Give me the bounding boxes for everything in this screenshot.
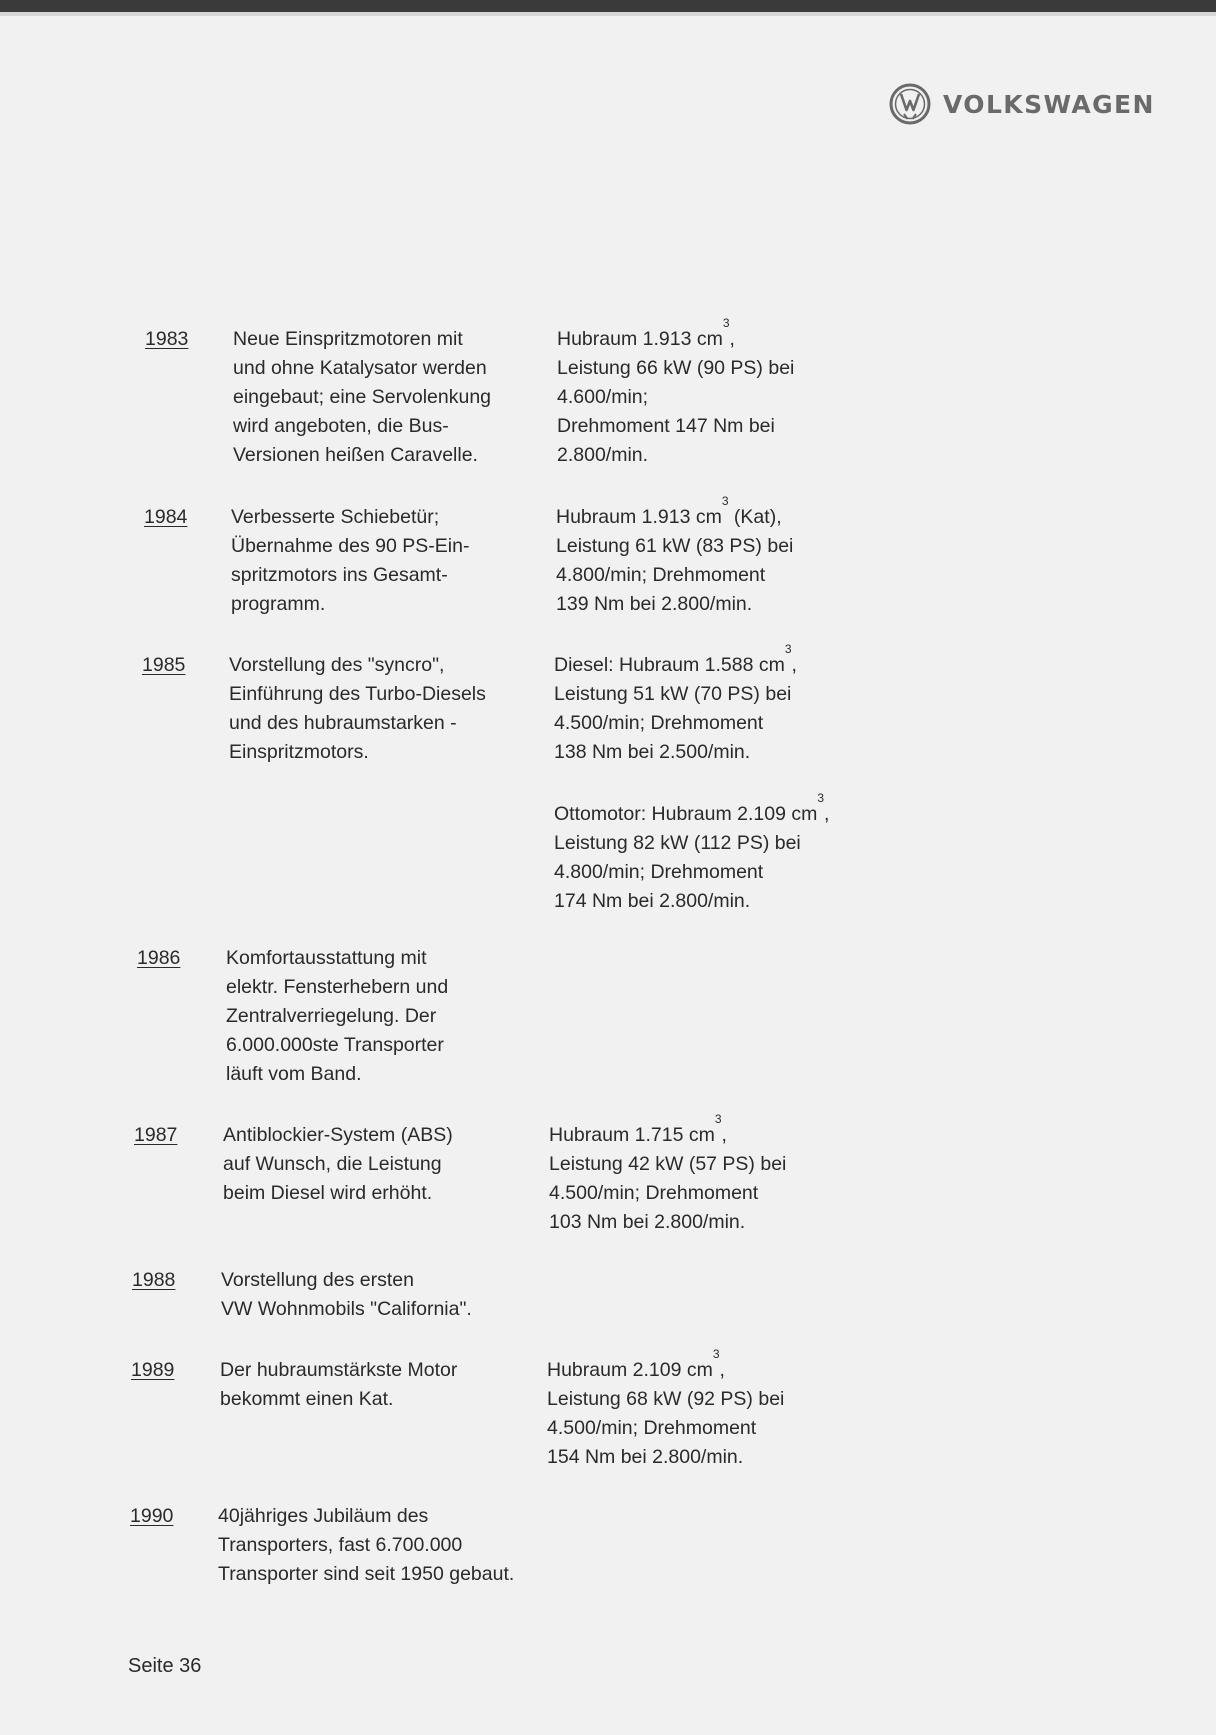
spec-text: 4.600/min; [557, 386, 649, 408]
spec-line [556, 494, 793, 532]
spec-line [554, 887, 829, 916]
spec-text: 174 Nm bei 2.800/min. [554, 890, 751, 912]
spec-text: Hubraum 2.109 cm [547, 1359, 713, 1381]
spec-text: (Kat), [728, 506, 782, 528]
spec-text: Ottomotor: Hubraum 2.109 cm [554, 803, 818, 825]
spec-text: 4.500/min; Drehmoment [547, 1417, 757, 1439]
description-line: bekommt einen Kat. [220, 1388, 394, 1410]
spec-superscript: 3 [817, 791, 825, 805]
entry-specs [547, 1347, 785, 1472]
spec-text: , [719, 1359, 725, 1381]
spec-line [547, 1347, 784, 1385]
brand-name: VOLKSWAGEN [943, 89, 1155, 119]
scan-top-edge [0, 0, 1230, 12]
entry-description [220, 1356, 457, 1414]
spec-text: Leistung 68 kW (92 PS) bei [547, 1388, 785, 1410]
description-line: Antiblockier-System (ABS) [223, 1124, 453, 1146]
spec-text: Leistung 42 kW (57 PS) bei [549, 1153, 787, 1175]
description-line: 6.000.000ste Transporter [226, 1034, 444, 1056]
spec-line [557, 316, 794, 354]
entry-specs [554, 642, 797, 767]
spec-superscript: 3 [712, 1347, 720, 1361]
description-line: Transporters, fast 6.700.000 [218, 1534, 463, 1556]
description-line: und ohne Katalysator werden [233, 357, 487, 379]
description-line: VW Wohnmobils "California". [221, 1298, 472, 1320]
entry-specs [557, 316, 795, 470]
spec-text: 4.500/min; Drehmoment [549, 1182, 759, 1204]
spec-text: , [791, 654, 797, 676]
entry-specs [554, 791, 830, 916]
description-line: elektr. Fensterhebern und [226, 976, 449, 998]
spec-text: 139 Nm bei 2.800/min. [556, 593, 753, 615]
spec-line [547, 1414, 784, 1443]
spec-line [557, 441, 794, 470]
spec-line [547, 1385, 784, 1414]
description-line: spritzmotors ins Gesamt- [231, 564, 448, 586]
description-line: Vorstellung des "syncro", [229, 654, 445, 676]
entry-description [229, 651, 486, 767]
spec-superscript: 3 [714, 1112, 722, 1126]
spec-text: Hubraum 1.913 cm [556, 506, 722, 528]
spec-text: 4.800/min; Drehmoment [556, 564, 766, 586]
scan-right-edge [1216, 0, 1230, 1735]
entry-description [218, 1502, 514, 1589]
spec-text: Leistung 82 kW (112 PS) bei [554, 832, 801, 854]
description-line: eingebaut; eine Servolenkung [233, 386, 492, 408]
spec-text: , [721, 1124, 727, 1146]
description-line: Einführung des Turbo-Diesels [229, 683, 486, 705]
spec-superscript: 3 [722, 316, 730, 330]
spec-line [556, 590, 793, 619]
spec-line [554, 709, 797, 738]
entry-year: 1988 [132, 1269, 176, 1291]
spec-line [557, 412, 794, 441]
description-line: Versionen heißen Caravelle. [233, 444, 478, 466]
entry-year: 1985 [142, 654, 186, 676]
entry-year: 1989 [131, 1359, 175, 1381]
entry-year: 1987 [134, 1124, 178, 1146]
entry-year: 1986 [137, 947, 181, 969]
spec-text: Hubraum 1.913 cm [557, 328, 723, 350]
description-line: Einspritzmotors. [229, 741, 369, 763]
page-number: Seite 36 [128, 1655, 202, 1677]
entry-year: 1983 [145, 328, 189, 350]
vw-logo-icon [889, 83, 931, 125]
spec-text: Leistung 61 kW (83 PS) bei [556, 535, 794, 557]
entry-description [226, 944, 448, 1089]
spec-line [554, 738, 797, 767]
spec-text: Leistung 51 kW (70 PS) bei [554, 683, 792, 705]
entry-description [221, 1266, 472, 1324]
description-line: beim Diesel wird erhöht. [223, 1182, 433, 1204]
spec-text: , [729, 328, 735, 350]
entry-specs [556, 494, 794, 619]
description-line: Komfortausstattung mit [226, 947, 427, 969]
description-line: Vorstellung des ersten [221, 1269, 414, 1291]
brand-logo [889, 82, 1155, 126]
description-line: Der hubraumstärkste Motor [220, 1359, 458, 1381]
spec-line [549, 1150, 786, 1179]
spec-line [549, 1112, 786, 1150]
entry-description [233, 325, 491, 470]
spec-text: 4.500/min; Drehmoment [554, 712, 764, 734]
spec-line [557, 354, 794, 383]
spec-text: 4.800/min; Drehmoment [554, 861, 764, 883]
description-line: programm. [231, 593, 326, 615]
description-line: wird angeboten, die Bus- [233, 415, 449, 437]
spec-line [554, 642, 797, 680]
spec-text: Drehmoment 147 Nm bei [557, 415, 775, 437]
spec-line [554, 680, 797, 709]
spec-text: 2.800/min. [557, 444, 649, 466]
description-line: Transporter sind seit 1950 gebaut. [218, 1563, 515, 1585]
spec-line [549, 1208, 786, 1237]
description-line: Übernahme des 90 PS-Ein- [231, 535, 470, 557]
spec-text: 154 Nm bei 2.800/min. [547, 1446, 744, 1468]
spec-line [554, 858, 829, 887]
entry-description [223, 1121, 453, 1208]
spec-text: 138 Nm bei 2.500/min. [554, 741, 751, 763]
spec-text: , [824, 803, 830, 825]
entry-description [231, 503, 469, 619]
description-line: Verbesserte Schiebetür; [231, 506, 440, 528]
entry-year: 1984 [144, 506, 188, 528]
scan-top-shadow [0, 12, 1230, 16]
spec-line [549, 1179, 786, 1208]
spec-text: Leistung 66 kW (90 PS) bei [557, 357, 795, 379]
description-line: läuft vom Band. [226, 1063, 362, 1085]
spec-superscript: 3 [784, 642, 792, 656]
description-line: 40jähriges Jubiläum des [218, 1505, 429, 1527]
spec-text: Hubraum 1.715 cm [549, 1124, 715, 1146]
entry-year: 1990 [130, 1505, 174, 1527]
spec-line [554, 791, 830, 829]
spec-text: Diesel: Hubraum 1.588 cm [554, 654, 785, 676]
spec-line [554, 829, 829, 858]
spec-line [556, 561, 793, 590]
spec-text: 103 Nm bei 2.800/min. [549, 1211, 746, 1233]
description-line: auf Wunsch, die Leistung [223, 1153, 442, 1175]
spec-superscript: 3 [721, 494, 729, 508]
spec-line [557, 383, 794, 412]
spec-line [556, 532, 793, 561]
description-line: Zentralverriegelung. Der [226, 1005, 437, 1027]
spec-line [547, 1443, 784, 1472]
entry-specs [549, 1112, 787, 1237]
description-line: und des hubraumstarken - [229, 712, 457, 734]
description-line: Neue Einspritzmotoren mit [233, 328, 463, 350]
